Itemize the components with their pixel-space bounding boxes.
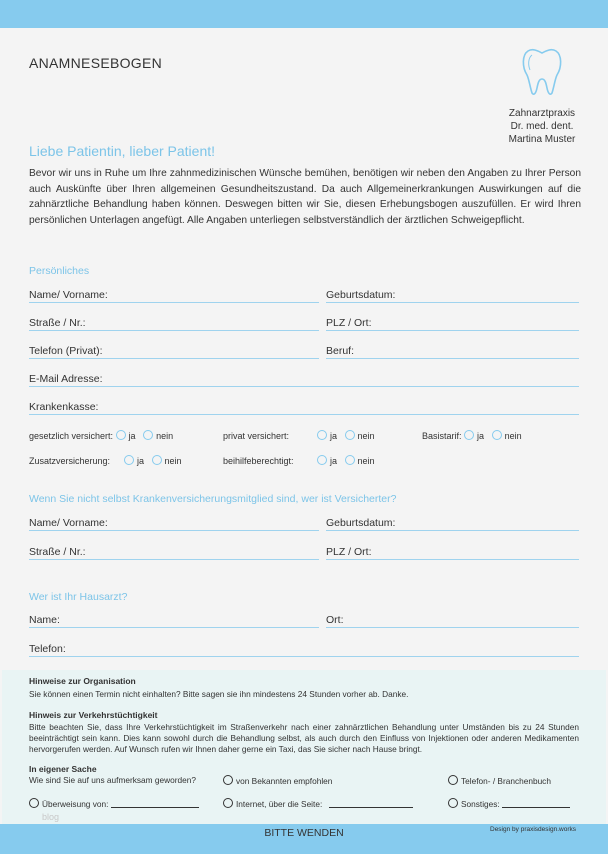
- radio[interactable]: [223, 775, 233, 785]
- radio[interactable]: [448, 798, 458, 808]
- doctor-city-field[interactable]: Ort:: [326, 614, 579, 628]
- traffic-text: Bitte beachten Sie, dass Ihre Verkehrstüchtigkeit im Straßenverkehr nach einer zahnärztlichen Behandlung unter Umständen bis zu 24 Stunden beeinträchtigt sein kann. Dies kann sowohl durch die Behandlung selbst, als auch durch den Einfluss von Injektionen oder anderen Medikamenten hervorgerufen werden. Auf Wunsch rufen wir Ihnen daher gerne ein Taxi, das Sie sicher nach Hause bringt.: [29, 722, 579, 754]
- top-bar: [0, 0, 608, 28]
- doctor-phone-field[interactable]: Telefon:: [29, 643, 579, 657]
- internet-input[interactable]: [329, 799, 413, 808]
- section-doctor: Wer ist Ihr Hausarzt?: [29, 591, 128, 603]
- allowance-question: beihilfeberechtigt: ja nein: [223, 456, 375, 466]
- phone-field[interactable]: Telefon (Privat):: [29, 345, 319, 359]
- radio-yes[interactable]: [464, 430, 474, 440]
- practice-name: Zahnarztpraxis: [508, 108, 576, 119]
- insured-street-field[interactable]: Straße / Nr.:: [29, 546, 319, 560]
- greeting: Liebe Patientin, lieber Patient!: [29, 143, 216, 159]
- referral-question: Wie sind Sie auf uns aufmerksam geworden?: [29, 775, 196, 785]
- statutory-question: gesetzlich versichert: ja nein: [29, 431, 174, 441]
- section-personal: Persönliches: [29, 265, 90, 277]
- referral-input[interactable]: [111, 799, 199, 808]
- supplementary-question: Zusatzversicherung: ja nein: [29, 456, 182, 466]
- insured-zip-field[interactable]: PLZ / Ort:: [326, 546, 579, 560]
- other-input[interactable]: [502, 799, 570, 808]
- private-question: privat versichert: ja nein: [223, 431, 375, 441]
- radio-no[interactable]: [345, 455, 355, 465]
- radio[interactable]: [29, 798, 39, 808]
- design-credit: Design by praxisdesign.works: [490, 826, 576, 833]
- doctor-name-field[interactable]: Name:: [29, 614, 319, 628]
- zip-city-field[interactable]: PLZ / Ort:: [326, 317, 579, 331]
- option-internet[interactable]: Internet, über die Seite:: [223, 798, 413, 810]
- radio-no[interactable]: [152, 455, 162, 465]
- org-text: Sie können einen Termin nicht einhalten? Bitte sagen sie ihn mindestens 24 Stunden vorher ab. Danke.: [29, 689, 409, 699]
- radio-yes[interactable]: [116, 430, 126, 440]
- option-referral[interactable]: Überweisung von:: [29, 798, 199, 810]
- tooth-icon: [520, 45, 564, 97]
- name-field[interactable]: Name/ Vorname:: [29, 289, 319, 303]
- email-field[interactable]: E-Mail Adresse:: [29, 373, 579, 387]
- option-other[interactable]: Sonstiges:: [448, 798, 570, 810]
- practice-logo: [500, 45, 584, 146]
- page-title: ANAMNESEBOGEN: [29, 55, 163, 71]
- street-field[interactable]: Straße / Nr.:: [29, 317, 319, 331]
- watermark: blog: [42, 812, 60, 822]
- option-recommended[interactable]: von Bekannten empfohlen: [223, 775, 332, 787]
- insurance-field[interactable]: Krankenkasse:: [29, 401, 579, 415]
- traffic-heading: Hinweis zur Verkehrstüchtigkeit: [29, 710, 158, 720]
- section-insured: Wenn Sie nicht selbst Krankenversicherungsmitglied sind, wer ist Versicherter?: [29, 493, 397, 505]
- radio-no[interactable]: [143, 430, 153, 440]
- turn-page-label: BITTE WENDEN: [264, 827, 344, 839]
- radio[interactable]: [223, 798, 233, 808]
- insured-name-field[interactable]: Name/ Vorname:: [29, 517, 319, 531]
- own-heading: In eigener Sache: [29, 764, 97, 774]
- birthdate-field[interactable]: Geburtsdatum:: [326, 289, 579, 303]
- basic-tariff-question: Basistarif: ja nein: [422, 431, 522, 441]
- radio-no[interactable]: [492, 430, 502, 440]
- insured-birthdate-field[interactable]: Geburtsdatum:: [326, 517, 579, 531]
- radio-yes[interactable]: [317, 455, 327, 465]
- radio[interactable]: [448, 775, 458, 785]
- radio-yes[interactable]: [317, 430, 327, 440]
- org-heading: Hinweise zur Organisation: [29, 676, 136, 686]
- option-phonebook[interactable]: Telefon- / Branchenbuch: [448, 775, 551, 787]
- radio-no[interactable]: [345, 430, 355, 440]
- practice-doctor: Martina Muster: [508, 134, 576, 145]
- practice-title: Dr. med. dent.: [510, 121, 574, 132]
- job-field[interactable]: Beruf:: [326, 345, 579, 359]
- radio-yes[interactable]: [124, 455, 134, 465]
- intro-text: Bevor wir uns in Ruhe um Ihre zahnmedizinischen Wünsche bemühen, benötigen wir neben den Angaben zu Ihrer Person auch Auskünfte über Ihren allgemeinen Gesundheitszustand. Da auch Allgemeinerkrankungen Auswirkungen auf die zahnärztliche Behandlung haben können. Deswegen bitten wir Sie, diesen Erhebungsbogen auszufüllen. Er wird Ihren persönlichen Unterlagen angefügt. Alle Angaben unterliegen selbstverständlich der ärztlichen Schweigepflicht.: [29, 168, 581, 226]
